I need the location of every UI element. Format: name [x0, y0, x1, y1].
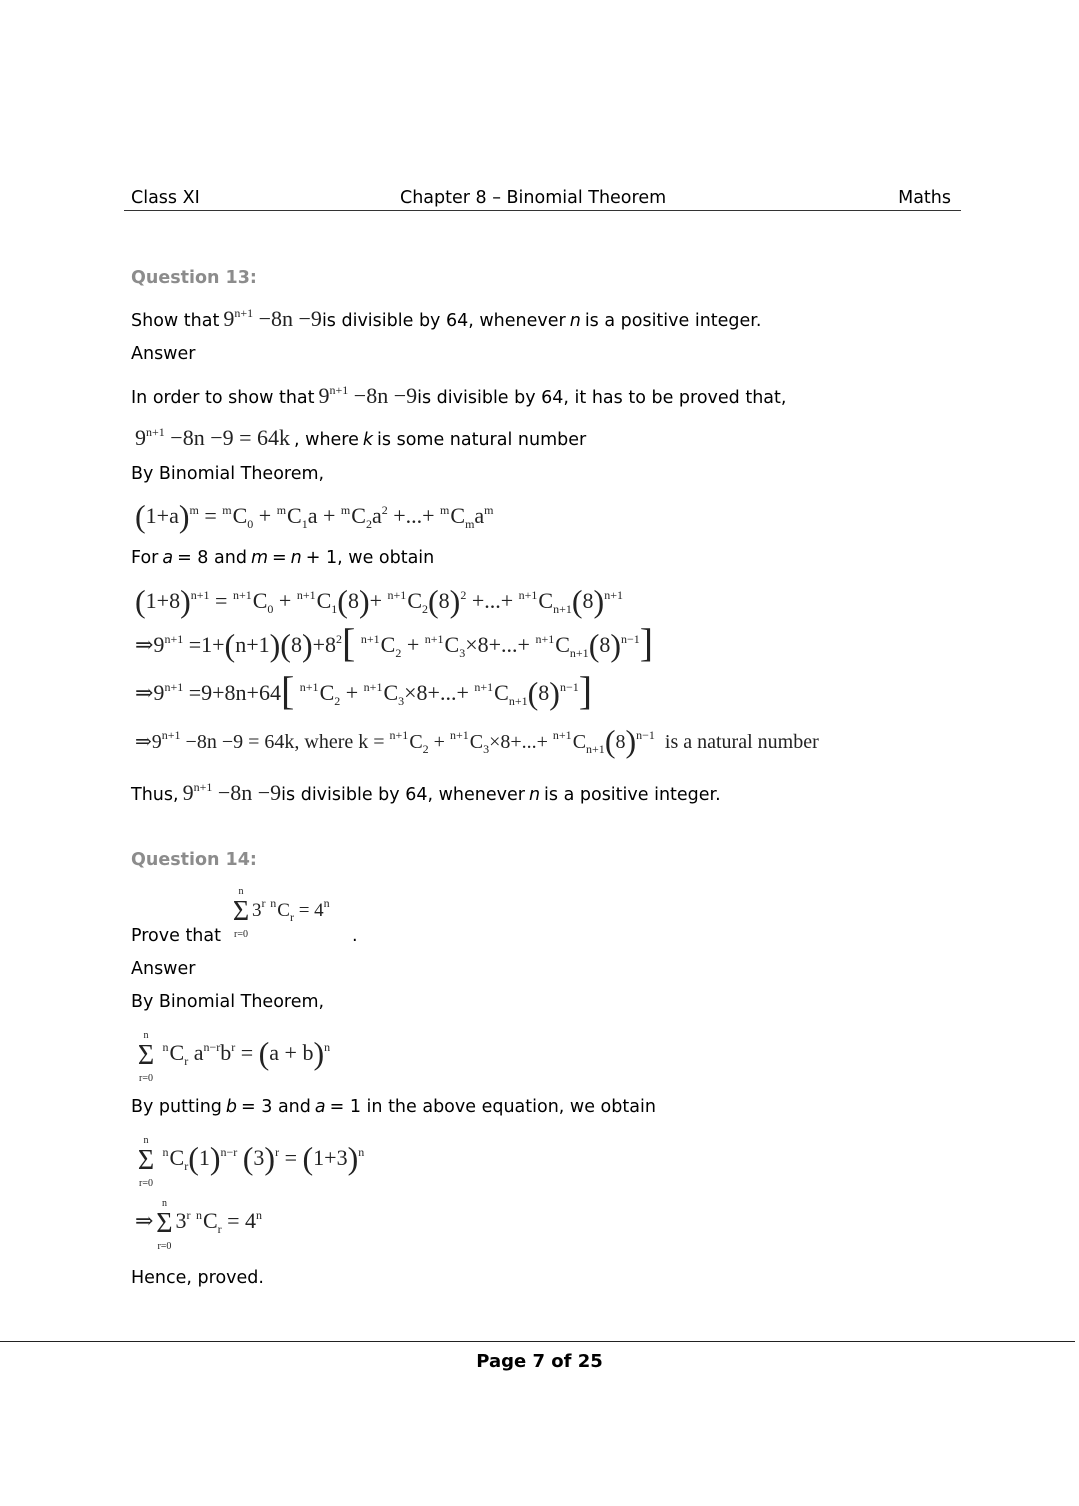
- answer-14-conclusion: Hence, proved.: [131, 1268, 264, 1288]
- answer-13-step-3: $\Rightarrow 9^{n+1} =9+8n+64$[ $^{n+1}C_2 + ^{n+1}C_3\times 8+...+ ^{n+1}C_{n+1}(8)^{n-1}$]: [135, 668, 593, 713]
- question-13-prompt: Show that $9^{n+1} -8n -9is$ divisible by 64, whenever n is a positive integer.: [131, 306, 762, 331]
- question-14-answer-label: Answer: [131, 959, 196, 979]
- question-14-expression: n Σ r=0 3$^r$ $^nC_r = 4^n$: [232, 886, 330, 940]
- answer-13-substitution: For a = 8 and m = n + 1, we obtain: [131, 548, 435, 568]
- header-class: Class XI: [131, 188, 200, 208]
- answer-14-formula: n Σ r=0 $^nC_r$ $a^{n-r}b^r = (a + b)^n$: [137, 1030, 331, 1084]
- question-13-answer-label: Answer: [131, 344, 196, 364]
- answer-13-step-4: $\Rightarrow 9^{n+1} -8n -9 = 64k$, where $k = ^{n+1}C_2 + ^{n+1}C_3\times 8+...+ ^{n+1}C_{n+1}(8)^{n-1}$ is a natural number: [135, 723, 819, 759]
- question-13-title: Question 13:: [131, 268, 257, 288]
- footer-rule: [0, 1341, 1075, 1342]
- question-14-prompt: Prove that: [131, 926, 221, 946]
- answer-13-step-1: $(1+8)^{n+1} = ^{n+1}C_0 + ^{n+1}C_1(8)+ ^{n+1}C_2(8)^2$ +...+ $^{n+1}C_{n+1}(8)^{n+1}$: [135, 583, 623, 619]
- question-14-period: .: [352, 926, 358, 946]
- expr-9n1-8n-9: $9^{n+1} -8n -9$: [223, 306, 322, 331]
- answer-13-conclusion: Thus, $9^{n+1} -8n -9is$ divisible by 64, whenever n is a positive integer.: [131, 780, 721, 805]
- header-chapter: Chapter 8 – Binomial Theorem: [400, 188, 667, 208]
- binomial-formula: $(1+a)^m = ^mC_0 + ^mC_1a + ^mC_2a^2$ +...+ $^mC_ma^m$: [135, 498, 494, 534]
- page-header: [124, 186, 961, 211]
- answer-13-step-2: $\Rightarrow 9^{n+1} =1+(n+1)(8)+8^2$[ $^{n+1}C_2 + ^{n+1}C_3\times 8+...+ ^{n+1}C_{n+1}(8)^{n-1}$]: [135, 620, 654, 665]
- question-14-title: Question 14:: [131, 850, 257, 870]
- answer-13-binomial-label: By Binomial Theorem,: [131, 464, 325, 484]
- answer-14-substitution: By putting b = 3 and a = 1 in the above equation, we obtain: [131, 1097, 656, 1117]
- answer-14-step-2: ⇒ n Σ r=0 3$^r$ $^nC_r = 4^n$: [135, 1198, 263, 1252]
- header-subject: Maths: [898, 188, 951, 208]
- answer-14-step-1: n Σ r=0 $^nC_r(1)^{n-r}$ $(3)^r = (1+3)^n$: [137, 1135, 365, 1189]
- answer-13-line-2: $9^{n+1} -8n -9 = 64k$ , where k is some natural number: [135, 425, 587, 450]
- answer-13-line-1: In order to show that $9^{n+1} -8n -9is$ divisible by 64, it has to be proved that,: [131, 383, 787, 408]
- answer-14-binomial-label: By Binomial Theorem,: [131, 992, 325, 1012]
- page-number: Page 7 of 25: [476, 1351, 603, 1372]
